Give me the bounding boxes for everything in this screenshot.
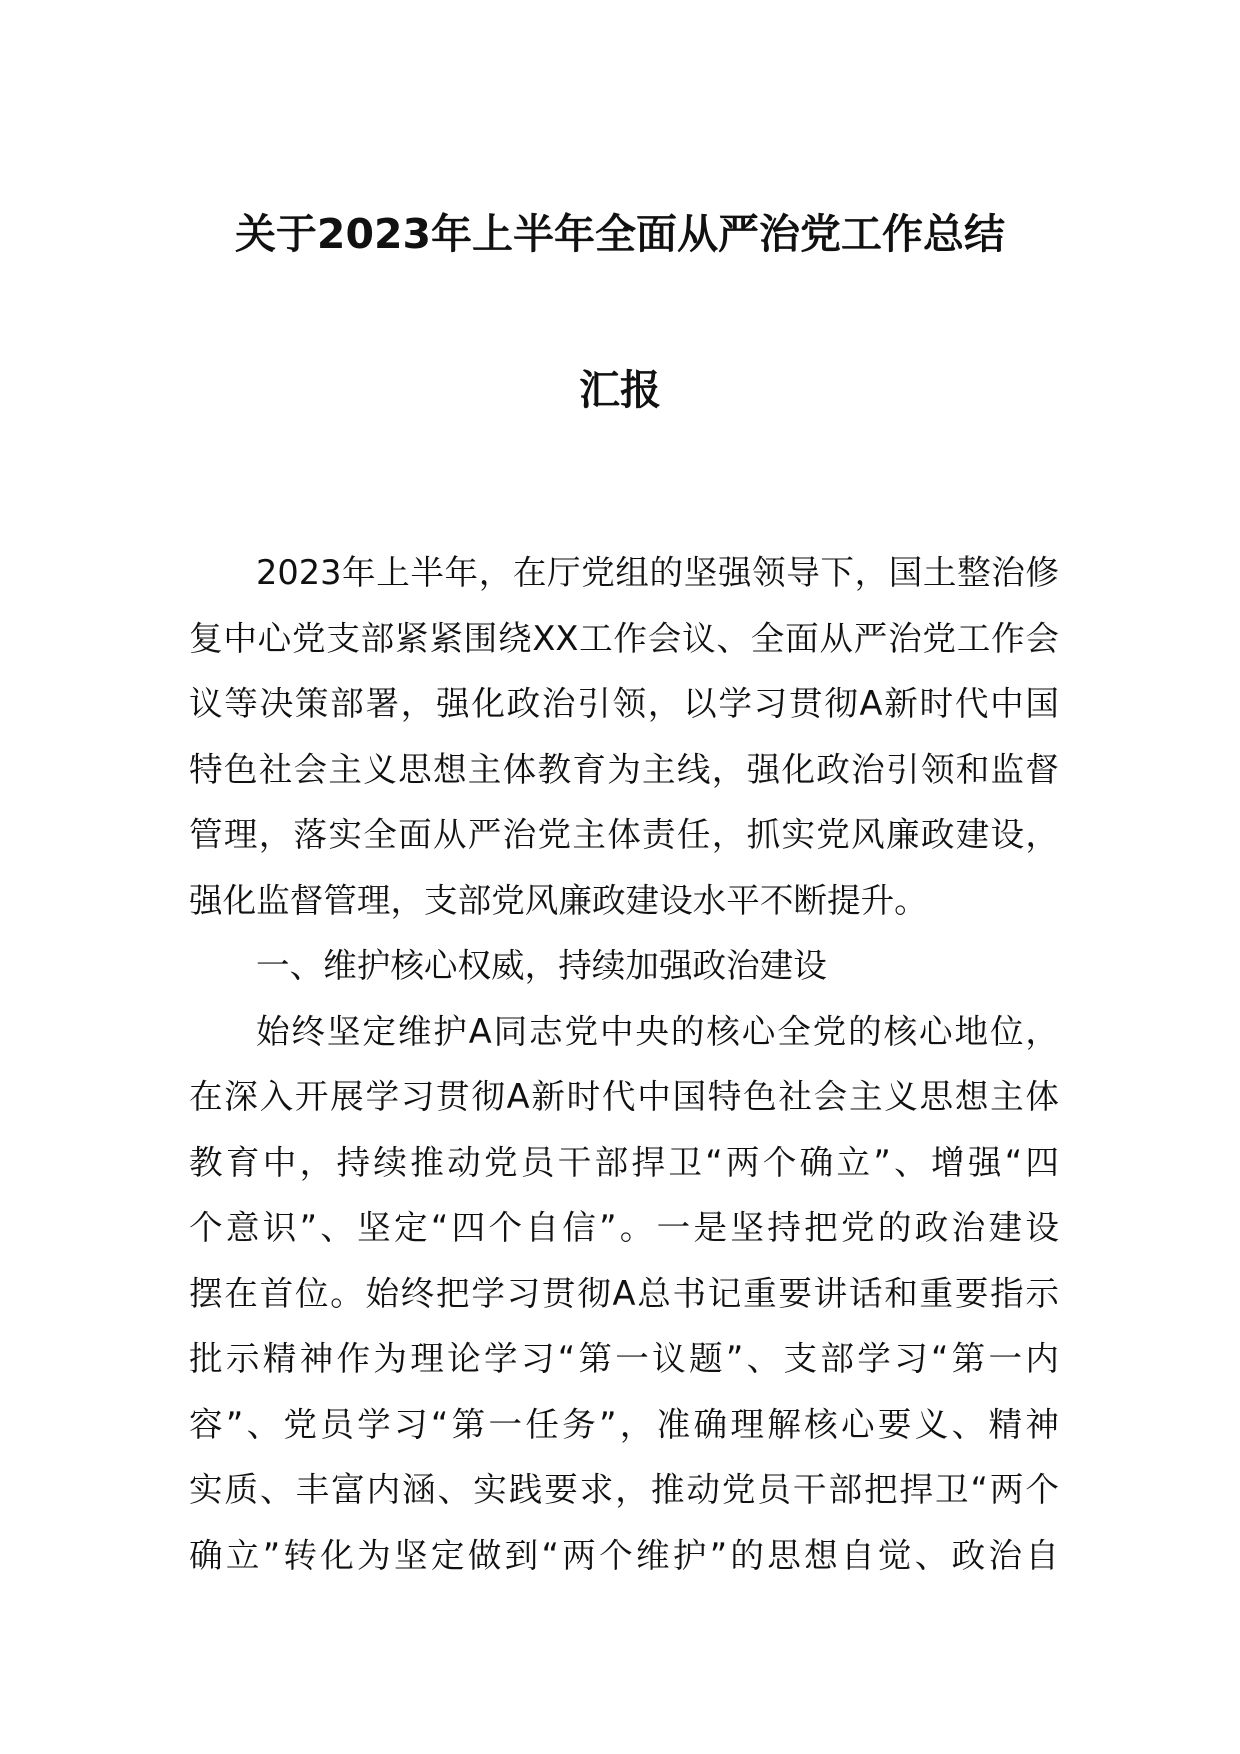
paragraph-1-line-2: 复中心党支部紧紧围绕XX工作会议、全面从严治党工作会 bbox=[189, 618, 1059, 658]
paragraph-2-line-4: 个意识”、坚定“四个自信”。一是坚持把党的政治建设 bbox=[189, 1208, 1059, 1247]
paragraph-2-line-2: 在深入开展学习贯彻A新时代中国特色社会主义思想主体 bbox=[189, 1077, 1059, 1116]
paragraph-1-line-1: 2023年上半年，在厅党组的坚强领导下，国土整治修 bbox=[256, 553, 1059, 592]
section-heading-1: 一、维护核心权威，持续加强政治建设 bbox=[256, 946, 827, 985]
paragraph-1-line-6: 强化监督管理，支部党风廉政建设水平不断提升。 bbox=[189, 880, 928, 920]
paragraph-1-line-4: 特色社会主义思想主体教育为主线，强化政治引领和监督 bbox=[189, 749, 1059, 789]
paragraph-1-line-5: 管理，落实全面从严治党主体责任，抓实党风廉政建设， bbox=[189, 815, 1059, 854]
paragraph-2-line-8: 实质、丰富内涵、实践要求，推动党员干部把捍卫“两个 bbox=[189, 1470, 1059, 1509]
paragraph-2-line-1: 始终坚定维护A同志党中央的核心全党的核心地位， bbox=[256, 1011, 1059, 1051]
paragraph-2-line-3: 教育中，持续推动党员干部捍卫“两个确立”、增强“四 bbox=[189, 1142, 1059, 1182]
paragraph-2-line-6: 批示精神作为理论学习“第一议题”、支部学习“第一内 bbox=[189, 1339, 1059, 1378]
paragraph-2-line-9: 确立”转化为坚定做到“两个维护”的思想自觉、政治自 bbox=[189, 1535, 1059, 1575]
document-title-line-2: 汇报 bbox=[579, 366, 661, 414]
document-title-line-1: 关于2023年上半年全面从严治党工作总结 bbox=[234, 210, 1006, 258]
paragraph-2-line-5: 摆在首位。始终把学习贯彻A总书记重要讲话和重要指示 bbox=[189, 1273, 1059, 1313]
paragraph-2-line-7: 容”、党员学习“第一任务”，准确理解核心要义、精神 bbox=[189, 1404, 1059, 1444]
document-body bbox=[189, 540, 1059, 1588]
paragraph-1-line-3: 议等决策部署，强化政治引领，以学习贯彻A新时代中国 bbox=[189, 684, 1059, 723]
